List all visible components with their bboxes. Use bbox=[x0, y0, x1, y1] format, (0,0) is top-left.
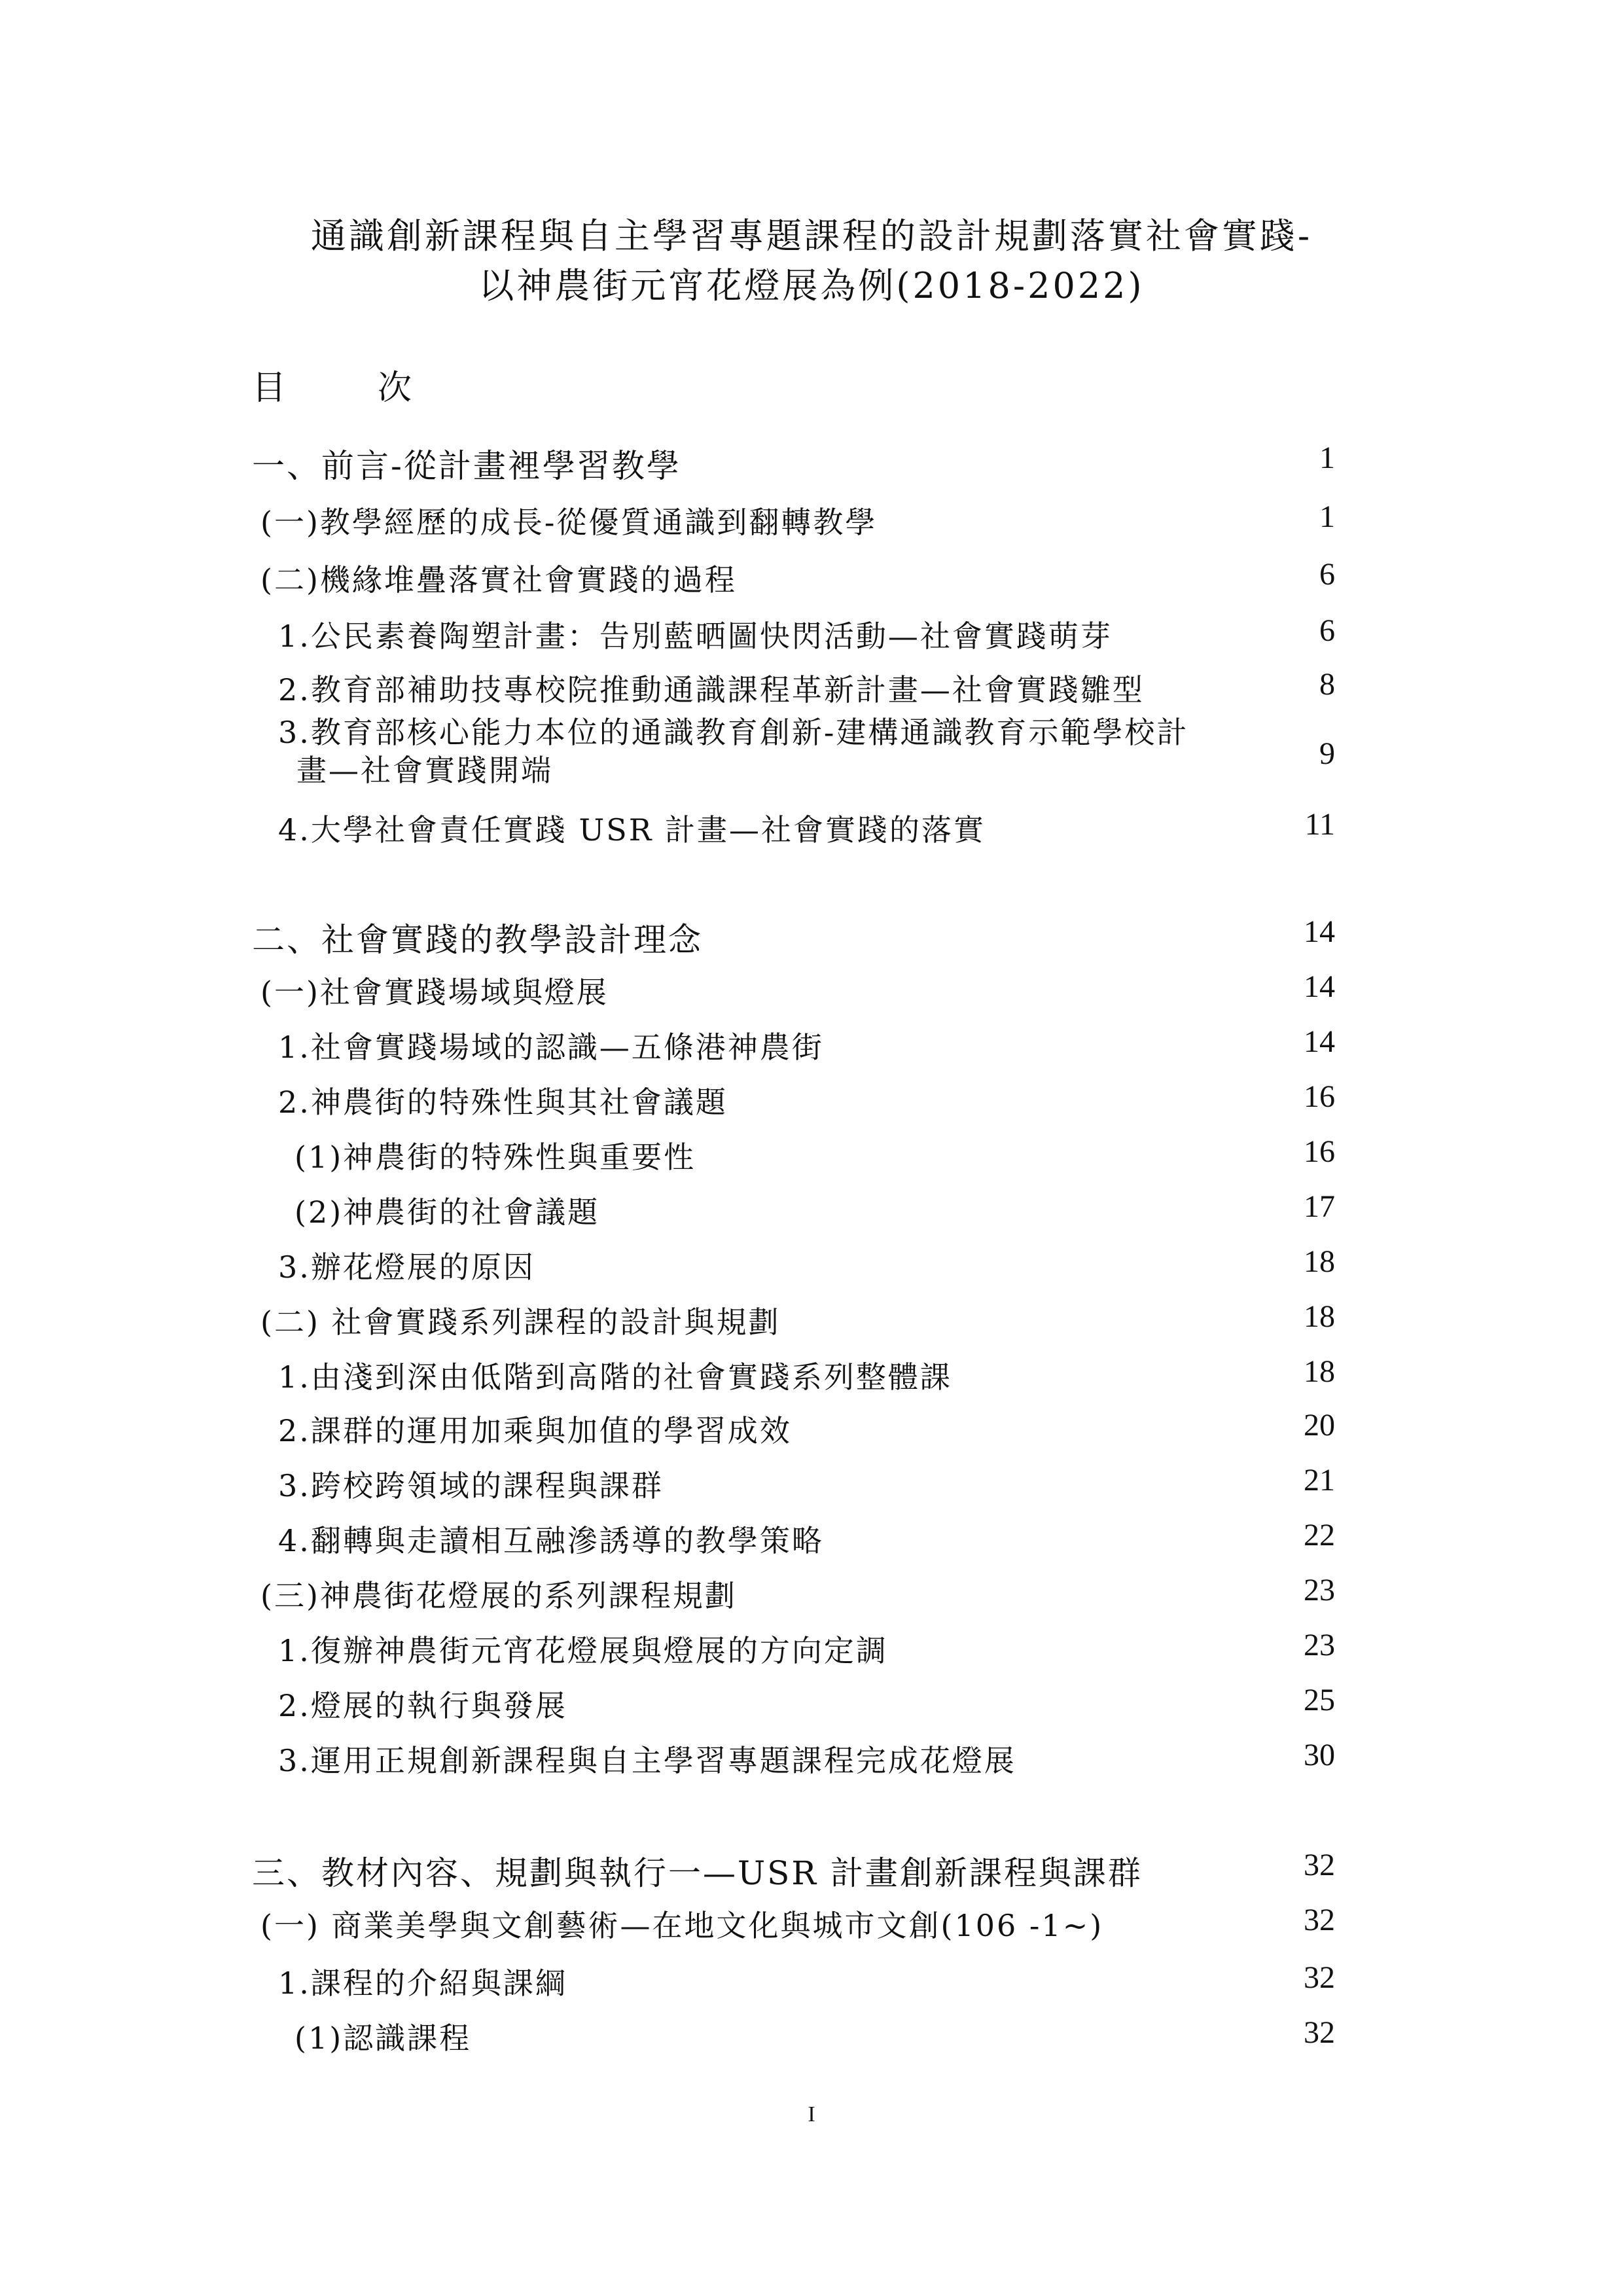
toc-entry-label: 3.辦花燈展的原因 bbox=[278, 1249, 535, 1285]
toc-entry-page: 11 bbox=[1304, 807, 1335, 842]
toc-entry-label: 2.課群的運用加乘與加值的學習成效 bbox=[278, 1413, 792, 1448]
toc-entry-label: (1)認識課程 bbox=[294, 2020, 472, 2056]
toc-entry-page: 16 bbox=[1304, 1079, 1335, 1114]
toc-entry-label bbox=[278, 713, 1188, 789]
toc-entry-page: 8 bbox=[1319, 667, 1335, 702]
toc-entry-label: (1)神農街的特殊性與重要性 bbox=[294, 1139, 696, 1175]
toc-entry-page: 14 bbox=[1304, 914, 1335, 949]
toc-entry-page: 22 bbox=[1304, 1518, 1335, 1552]
toc-entry-label: 2.燈展的執行與發展 bbox=[278, 1688, 567, 1723]
toc-entry-label: 1.課程的介紹與課綱 bbox=[278, 1965, 567, 2001]
toc-heading-left: 目 bbox=[252, 368, 287, 408]
toc-entry-label: 1.由淺到深由低階到高階的社會實踐系列整體課 bbox=[278, 1359, 952, 1395]
toc-entry-page: 6 bbox=[1319, 557, 1335, 592]
toc-entry-label: 4.大學社會責任實踐 USR 計畫—社會實踐的落實 bbox=[278, 812, 986, 848]
page-number: I bbox=[808, 2102, 815, 2126]
toc-entry-label: 4.翻轉與走讀相互融滲誘導的教學策略 bbox=[278, 1523, 824, 1558]
toc-entry-page: 9 bbox=[1319, 736, 1335, 771]
toc-entry-page: 18 bbox=[1304, 1354, 1335, 1389]
toc-entry-label: 3.運用正規創新課程與自主學習專題課程完成花燈展 bbox=[278, 1743, 1016, 1778]
toc-entry-page: 14 bbox=[1304, 1024, 1335, 1059]
toc-entry-page: 6 bbox=[1319, 613, 1335, 648]
toc-entry-label: (一)社會實踐場域與燈展 bbox=[260, 975, 609, 1010]
toc-entry-label: (一)教學經歷的成長-從優質通識到翻轉教學 bbox=[260, 505, 878, 540]
toc-entry-label: (二) 社會實踐系列課程的設計與規劃 bbox=[260, 1304, 781, 1340]
toc-entry-page: 32 bbox=[1304, 1903, 1335, 1937]
toc-entry-page: 20 bbox=[1304, 1408, 1335, 1443]
toc-entry-page: 32 bbox=[1304, 1848, 1335, 1882]
toc-entry-page: 25 bbox=[1304, 1683, 1335, 1717]
toc-entry-label: 二、社會實踐的教學設計理念 bbox=[252, 921, 703, 959]
toc-entry-label: (一) 商業美學與文創藝術—在地文化與城市文創(106 -1~) bbox=[260, 1908, 1104, 1943]
toc-entry-page: 32 bbox=[1304, 2015, 1335, 2050]
toc-entry-page: 18 bbox=[1304, 1244, 1335, 1279]
toc-entry-page: 21 bbox=[1304, 1463, 1335, 1498]
toc-entry-label: 2.教育部補助技專校院推動通識課程革新計畫—社會實踐雛型 bbox=[278, 672, 1145, 708]
toc-entry-label: 2.神農街的特殊性與其社會議題 bbox=[278, 1085, 728, 1120]
toc-entry-page: 1 bbox=[1319, 499, 1335, 534]
toc-entry-page: 17 bbox=[1304, 1189, 1335, 1224]
toc-entry-page: 16 bbox=[1304, 1134, 1335, 1169]
toc-heading bbox=[252, 360, 412, 409]
toc-entry-page: 32 bbox=[1304, 1960, 1335, 1995]
toc-entry-label: 三、教材內容、規劃與執行一—USR 計畫創新課程與課群 bbox=[252, 1854, 1143, 1892]
toc-entry-label: 一、前言-從計畫裡學習教學 bbox=[252, 447, 681, 485]
toc-entry-label-line-1: 3.教育部核心能力本位的通識教育創新-建構通識教育示範學校計 bbox=[278, 715, 1189, 750]
document-title-line-2: 以神農街元宵花燈展為例(2018-2022) bbox=[478, 265, 1145, 306]
toc-entry-label: (二)機緣堆疊落實社會實踐的過程 bbox=[260, 562, 737, 598]
toc-entry-page: 1 bbox=[1319, 440, 1335, 475]
toc-entry-page: 14 bbox=[1304, 969, 1335, 1004]
toc-entry-label: 1.社會實踐場域的認識—五條港神農街 bbox=[278, 1030, 824, 1065]
toc-entry-page: 23 bbox=[1304, 1628, 1335, 1662]
toc-entry-label: 1.公民素養陶塑計畫：告別藍晒圖快閃活動—社會實踐萌芽 bbox=[278, 619, 1113, 654]
toc-entry-label: (三)神農街花燈展的系列課程規劃 bbox=[260, 1578, 737, 1613]
toc-heading-right: 次 bbox=[378, 368, 412, 408]
toc-entry-label-line-2: 畫—社會實踐開端 bbox=[296, 753, 553, 788]
document-title-line-1: 通識創新課程與自主學習專題課程的設計規劃落實社會實踐- bbox=[310, 215, 1313, 257]
toc-entry-page: 23 bbox=[1304, 1573, 1335, 1607]
toc-entry-page: 30 bbox=[1304, 1738, 1335, 1772]
toc-entry-label: 3.跨校跨領域的課程與課群 bbox=[278, 1468, 664, 1503]
toc-entry-label: 1.復辦神農街元宵花燈展與燈展的方向定調 bbox=[278, 1633, 888, 1668]
toc-entry-label: (2)神農街的社會議題 bbox=[294, 1194, 600, 1230]
toc-entry-page: 18 bbox=[1304, 1299, 1335, 1334]
